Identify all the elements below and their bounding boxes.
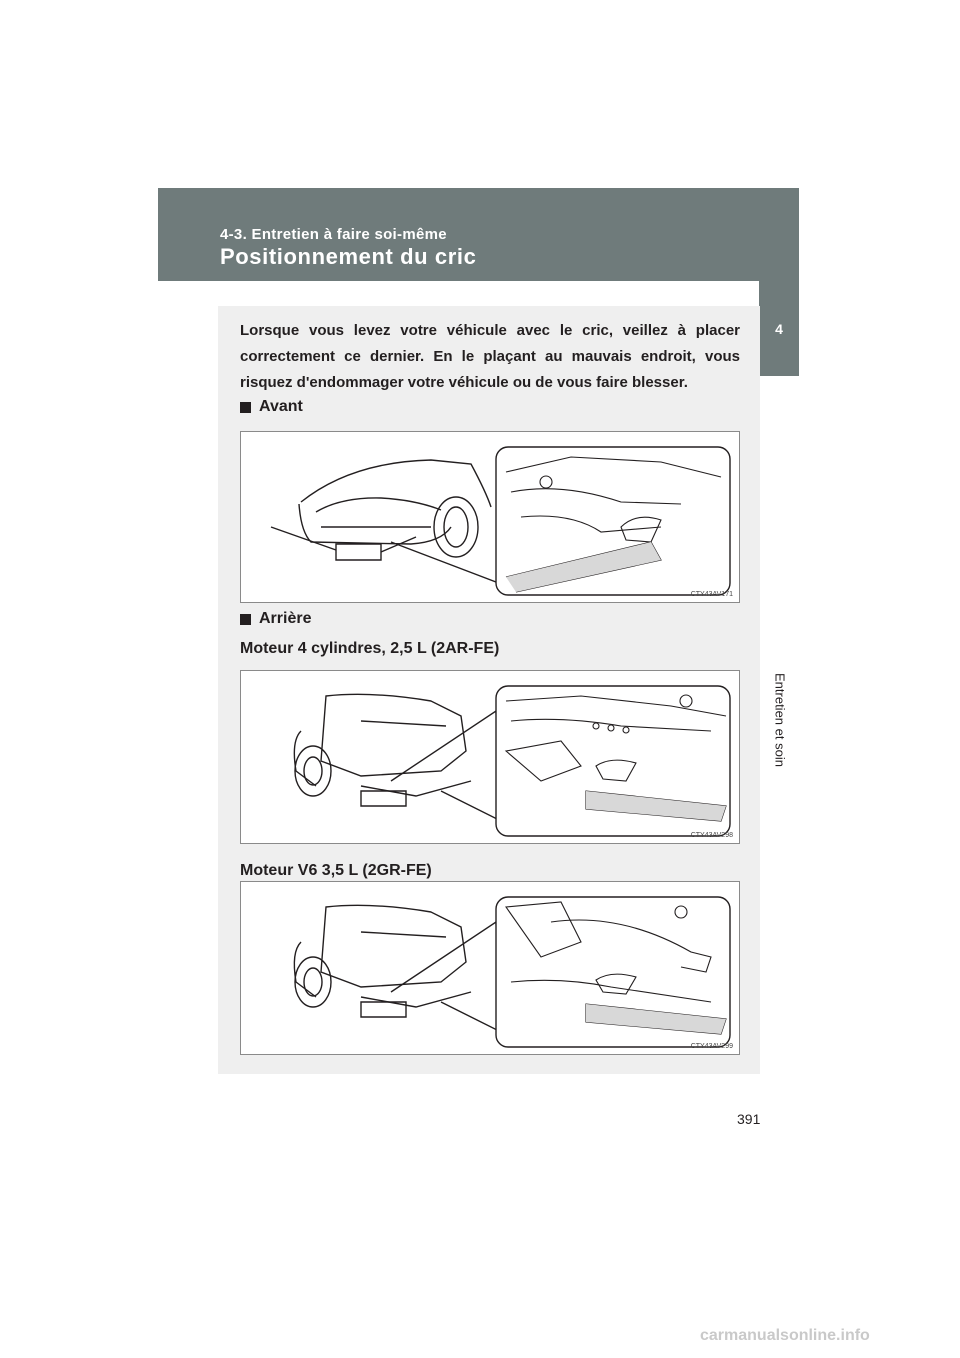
engine-4cyl-label: Moteur 4 cylindres, 2,5 L (2AR-FE) xyxy=(240,640,500,657)
rear-car-v6-illustration xyxy=(241,882,741,1056)
figure-code-front: CTY43AV171 xyxy=(690,591,733,598)
page-title: Positionnement du cric xyxy=(220,244,477,269)
figure-rear-4cyl-jack-point xyxy=(240,670,740,844)
heading-rear-label: Arrière xyxy=(259,610,312,627)
content-panel xyxy=(218,306,760,1074)
page-number: 391 xyxy=(737,1111,761,1127)
chapter-number: 4 xyxy=(775,320,783,337)
heading-front xyxy=(240,398,303,416)
square-bullet-icon xyxy=(240,614,251,625)
figure-front-jack-point xyxy=(240,431,740,603)
watermark-text: carmanualsonline.info xyxy=(700,1327,870,1344)
figure-code-v6: CTY43AV299 xyxy=(690,1043,733,1050)
section-label: 4-3. Entretien à faire soi-même xyxy=(220,226,447,243)
square-bullet-icon xyxy=(240,402,251,413)
figure-code-4cyl: CTY43AV298 xyxy=(690,832,733,839)
intro-paragraph: Lorsque vous levez votre véhicule avec le cric, veillez à placer correctement ce dernier. En le plaçant au mauvais endroit, vous risquez d'endommager votre véhicule ou de vous faire blesser. xyxy=(240,322,740,391)
chapter-tab xyxy=(759,281,799,376)
front-car-illustration xyxy=(241,432,741,604)
heading-front-label: Avant xyxy=(259,398,303,415)
chapter-side-label: Entretien et soin xyxy=(772,673,788,767)
figure-rear-v6-jack-point xyxy=(240,881,740,1055)
chapter-header xyxy=(158,188,799,281)
rear-car-4cyl-illustration xyxy=(241,671,741,845)
heading-rear xyxy=(240,610,311,628)
engine-v6-label: Moteur V6 3,5 L (2GR-FE) xyxy=(240,862,432,879)
